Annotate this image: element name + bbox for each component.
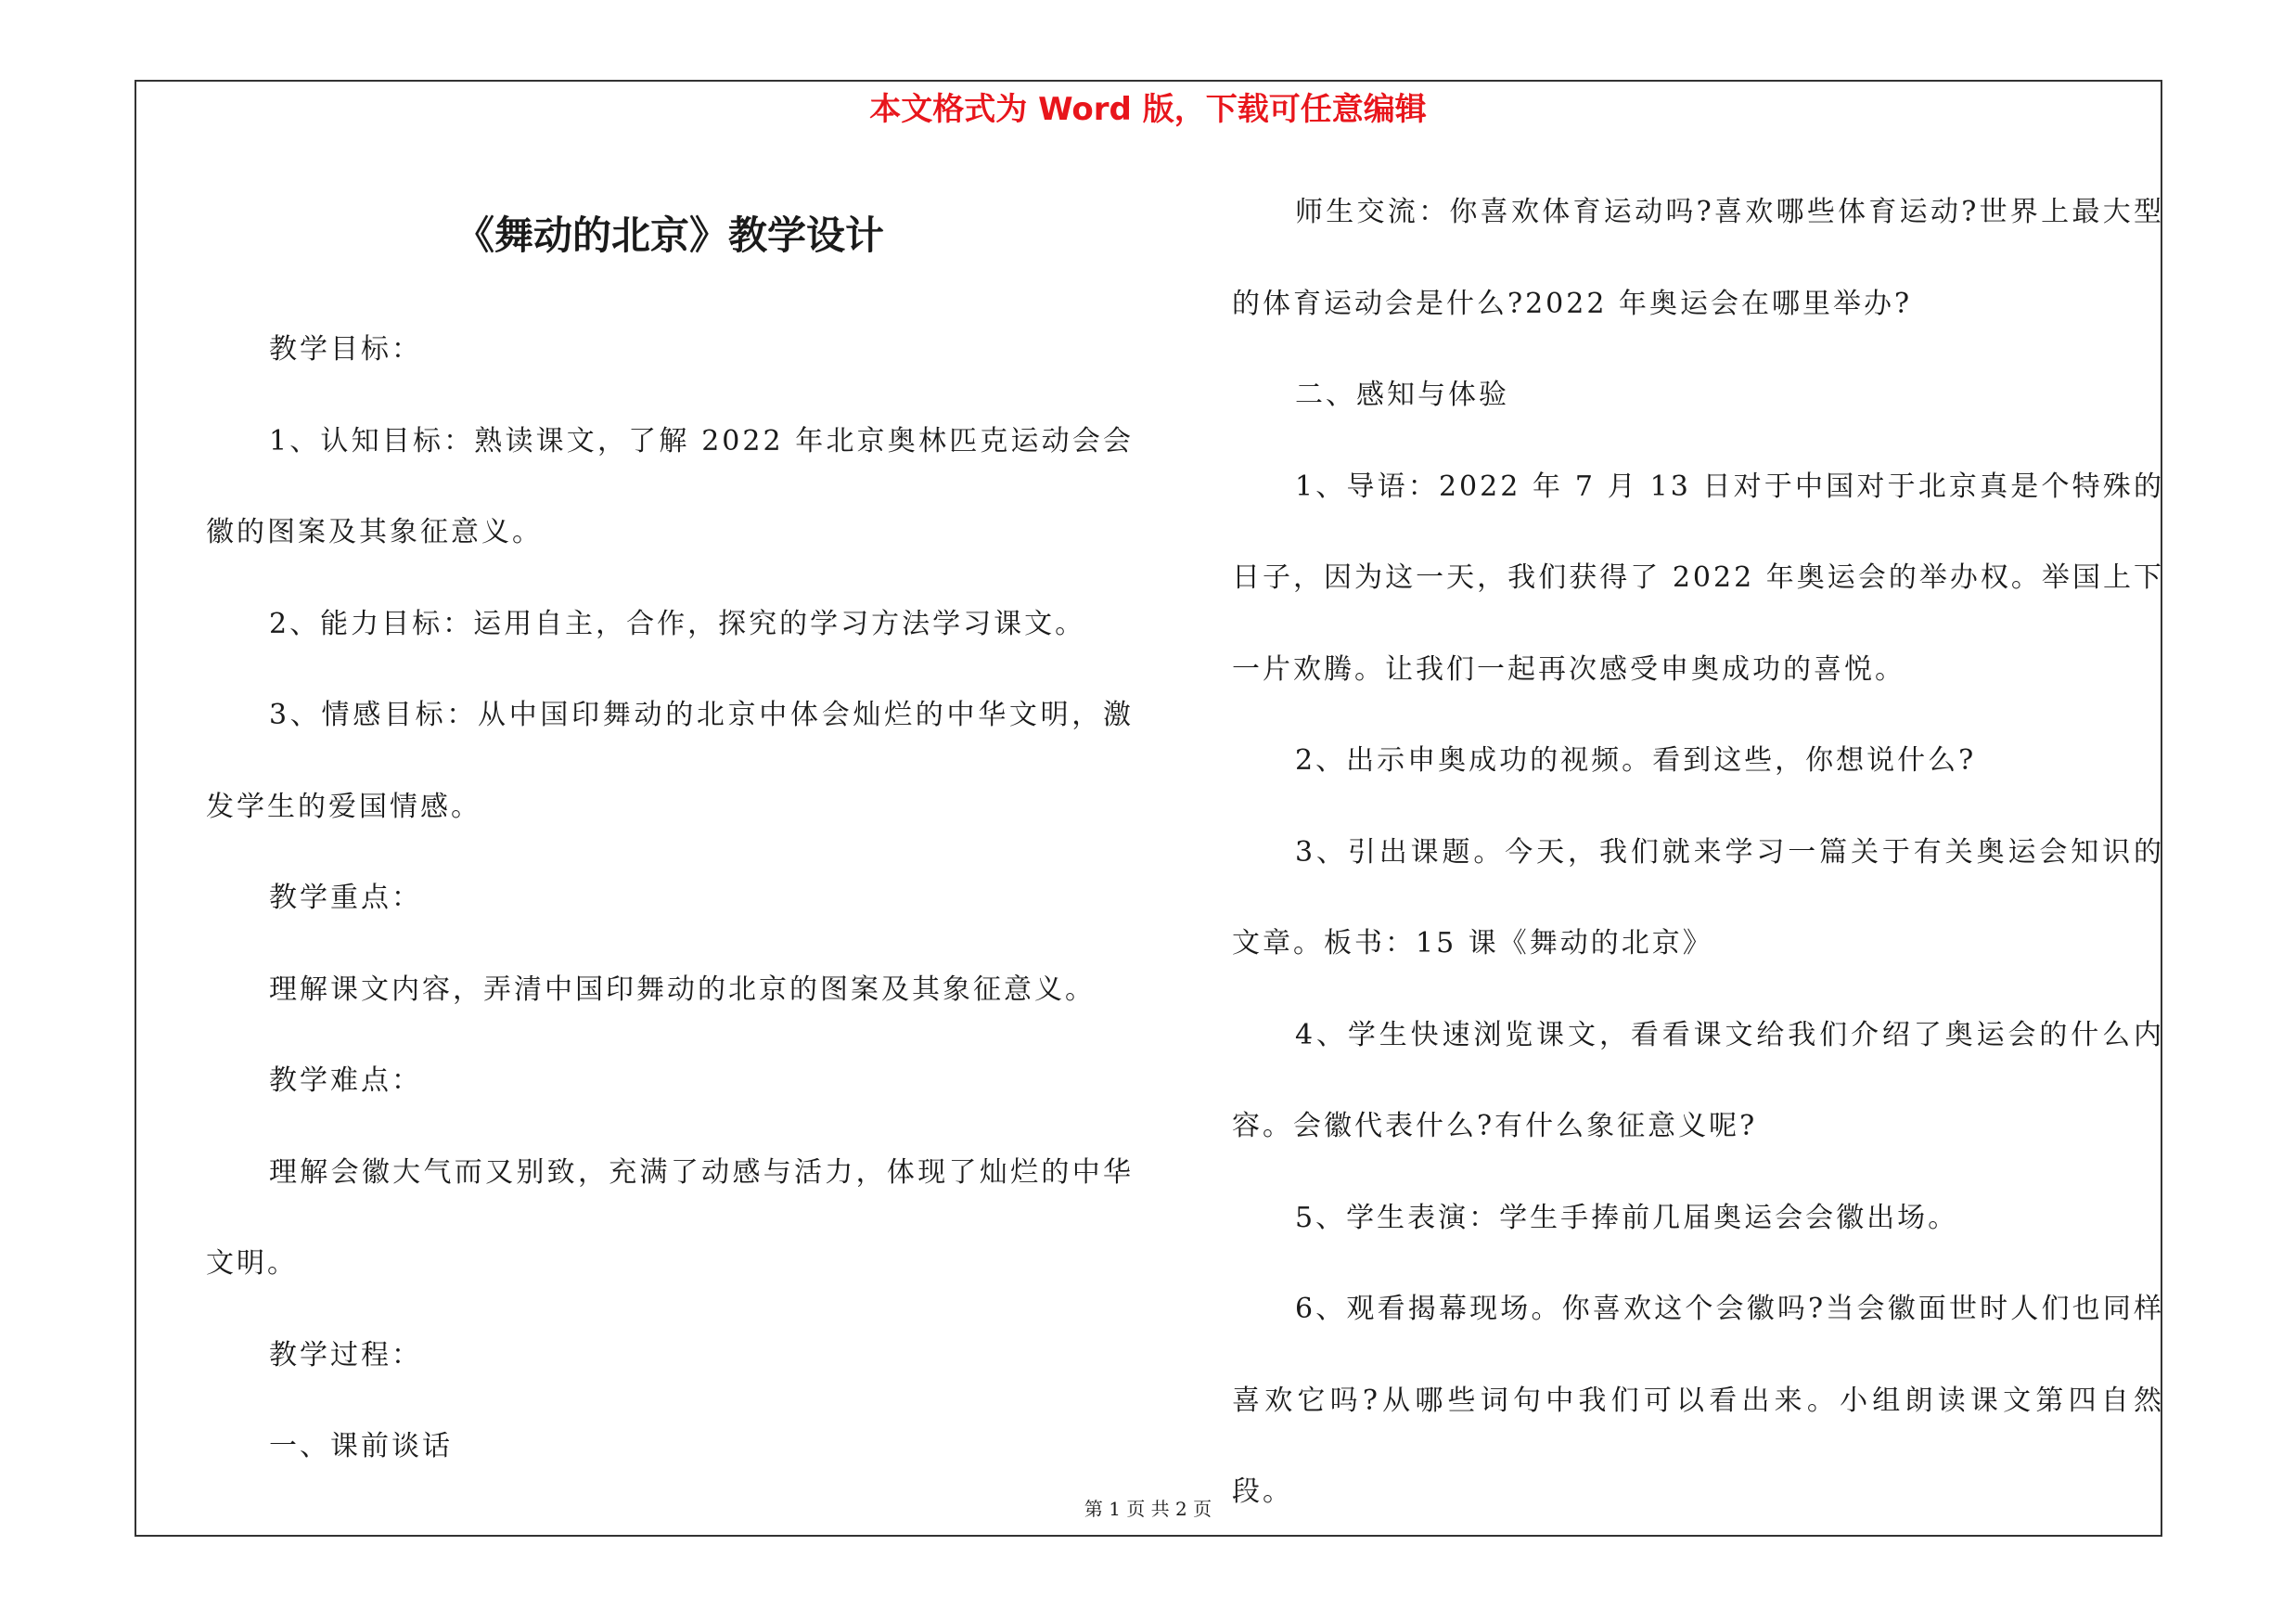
document-title: 《舞动的北京》教学设计 [455, 213, 884, 258]
paragraph: 教学重点： [269, 882, 422, 914]
paragraph: 教学过程： [269, 1338, 422, 1372]
paragraph: 1、导语：2022 年 7 月 13 日对于中国对于北京真是个特殊的日子，因为这一天，我们获得了 2022 年奥运会的举办权。举国上下一片欢腾。让我们一起再次感受申奥成功的喜悦。 [1232, 470, 2164, 686]
paragraph: 6、观看揭幕现场。你喜欢这个会徽吗?当会徽面世时人们也同样喜欢它吗?从哪些词句中我们可以看出来。小组朗读课文第四自然段。 [1232, 1293, 2164, 1508]
paragraph: 4、学生快速浏览课文，看看课文给我们介绍了奥运会的什么内容。会徽代表什么?有什么象征意义呢? [1232, 1018, 2164, 1142]
paragraph: 理解课文内容，弄清中国印舞动的北京的图案及其象征意义。 [269, 973, 1096, 1006]
paragraph: 5、学生表演：学生手捧前几届奥运会会徽出场。 [1295, 1201, 1959, 1234]
page-number-footer: 第 1 页 共 2 页 [1084, 1498, 1212, 1520]
left-column [206, 304, 1134, 1493]
paragraph: 3、情感目标：从中国印舞动的北京中体会灿烂的中华文明，激发学生的爱国情感。 [206, 699, 1134, 823]
paragraph: 一、课前谈话 [269, 1430, 453, 1462]
word-format-banner: 本文格式为 Word 版，下载可任意编辑 [869, 91, 1427, 128]
paragraph: 二、感知与体验 [1295, 379, 1509, 411]
paragraph: 2、出示申奥成功的视频。看到这些，你想说什么? [1295, 744, 1977, 777]
paragraph: 2、能力目标：运用自主，合作，探究的学习方法学习课文。 [269, 607, 1086, 640]
right-column [1232, 167, 2164, 1539]
paragraph: 1、认知目标：熟读课文，了解 2022 年北京奥林匹克运动会会徽的图案及其象征意义。 [206, 424, 1134, 548]
paragraph: 师生交流：你喜欢体育运动吗?喜欢哪些体育运动?世界上最大型的体育运动会是什么?2022 年奥运会在哪里举办? [1232, 196, 2164, 320]
paragraph: 理解会徽大气而又别致，充满了动感与活力，体现了灿烂的中华文明。 [206, 1155, 1134, 1280]
paragraph: 3、引出课题。今天，我们就来学习一篇关于有关奥运会知识的文章。板书：15 课《舞动的北京》 [1232, 835, 2164, 960]
paragraph: 教学目标： [269, 333, 422, 366]
paragraph: 教学难点： [269, 1064, 422, 1097]
